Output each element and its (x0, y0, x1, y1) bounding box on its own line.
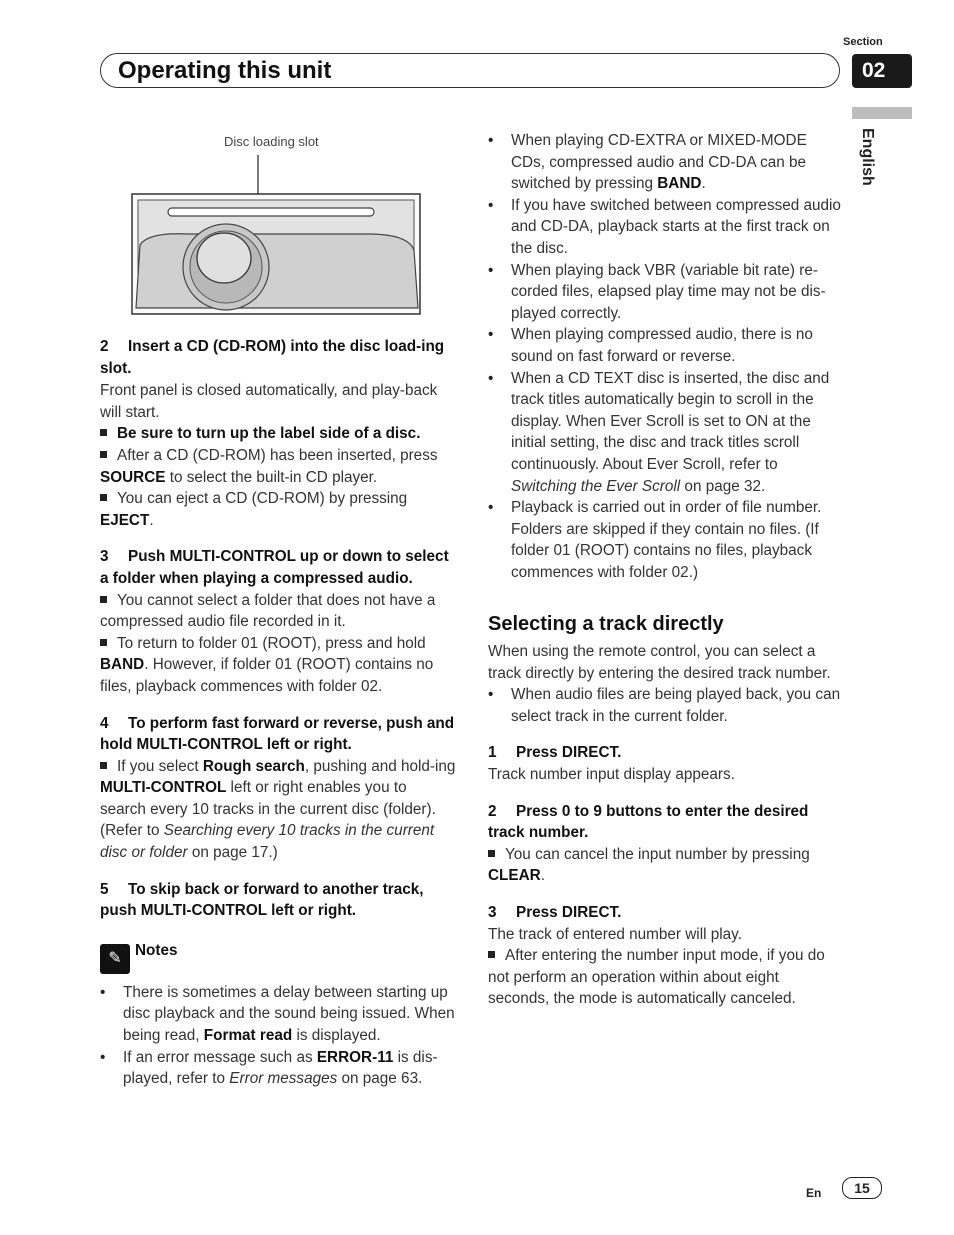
step-2-note-3: You can eject a CD (CD-ROM) by pressing EJECT. (100, 490, 408, 529)
bullet-2: • If you have switched between compressed audio and CD-DA, playback starts at the first track on the disc. (488, 195, 844, 260)
direct-step-3-note: After entering the number input mode, if you do not perform an operation within about eight seconds, the mode is automatically canceled. (488, 947, 825, 1008)
direct-step-2-heading: 2 Press 0 to 9 buttons to enter the desired track number. (488, 802, 809, 842)
page-number: 15 (842, 1177, 882, 1199)
step-2-heading: 2 Insert a CD (CD-ROM) into the disc load-ing slot. (100, 338, 445, 377)
section-heading: Selecting a track directly (488, 613, 724, 636)
section-tab-bar (852, 107, 912, 119)
side-language-label: English (859, 128, 876, 186)
front-panel (136, 234, 418, 308)
direct-step-2-note: You can cancel the input number by pressing CLEAR. (488, 845, 810, 885)
bullet-1: • When playing CD-EXTRA or MIXED-MODE CDs, compressed audio and CD-DA can be switched by pressing BAND. (488, 130, 844, 195)
right-column (488, 130, 844, 1010)
note-2: • If an error message such as ERROR-11 is dis-played, refer to Error messages on page 63. (100, 1047, 456, 1090)
step-3-heading: 3 Push MULTI-CONTROL up or down to select a folder when playing a compressed audio. (100, 548, 449, 587)
notes-heading: ✎ Notes (100, 940, 456, 974)
section-number: 02 (852, 54, 912, 88)
step-2-note-2: After a CD (CD-ROM) has been inserted, press SOURCE to select the built-in CD player. (100, 446, 438, 486)
cd-unit-illustration (128, 150, 424, 318)
figure-caption: Disc loading slot (224, 134, 319, 149)
section-label: Section (843, 36, 883, 48)
step-4-heading: 4 To perform fast forward or reverse, push and hold MULTI-CONTROL left or right. (100, 714, 455, 754)
step-3-note-1: You cannot select a folder that does not have a compressed audio file recorded in it. (100, 591, 436, 631)
step-3-note-2: To return to folder 01 (ROOT), press and hold BAND. However, if folder 01 (ROOT) contains no files, playback commences with folder 02. (100, 634, 434, 695)
page-title: Operating this unit (118, 57, 332, 84)
bullet-3: • When playing back VBR (variable bit rate) re-corded files, elapsed play time may not be dis-played correctly. (488, 260, 844, 325)
left-column (100, 336, 456, 1090)
direct-step-3-body: The track of entered number will play. (488, 925, 742, 943)
step-4-note-1: If you select Rough search, pushing and hold-ing MULTI-CONTROL left or right enables you to search every 10 tracks in the current disc (folder). (Refer to Searching every 10 tracks in the current disc or folder on page 17.) (100, 757, 456, 862)
bullet-6: • Playback is carried out in order of file number. Folders are skipped if they contain no files. (If folder 01 (ROOT) contains no files, playback commences with folder 02.) (488, 497, 844, 583)
side-language-tab (856, 128, 896, 200)
step-2-note-1: Be sure to turn up the label side of a disc. (100, 423, 456, 445)
direct-step-1-heading: 1 Press DIRECT. (488, 744, 622, 762)
bullet-5: • When a CD TEXT disc is inserted, the disc and track titles automatically begin to scroll in the display. When Ever Scroll is set to ON at the initial setting, the disc and track titles scroll continuously. About Ever Scroll, refer to Switching the Ever Scroll on page 32. (488, 368, 844, 498)
direct-step-3-heading: 3 Press DIRECT. (488, 904, 622, 921)
pencil-icon: ✎ (100, 944, 130, 974)
section-intro: When using the remote control, you can select a track directly by entering the desired track number. (488, 643, 831, 682)
step-5-heading: 5 To skip back or forward to another track, push MULTI-CONTROL left or right. (100, 880, 424, 920)
bullet-4: • When playing compressed audio, there is no sound on fast forward or reverse. (488, 324, 844, 367)
multi-control-knob (197, 233, 251, 283)
note-1: • There is sometimes a delay between starting up disc playback and the sound being issued. When being read, Format read is displayed. (100, 982, 456, 1047)
disc-slot (168, 208, 374, 216)
step-2-body: Front panel is closed automatically, and play-back will start. (100, 382, 438, 421)
direct-step-1-body: Track number input display appears. (488, 766, 735, 784)
section-intro-bullet: • When audio files are being played back, you can select track in the current folder. (488, 684, 844, 727)
footer-language: En (806, 1186, 822, 1200)
